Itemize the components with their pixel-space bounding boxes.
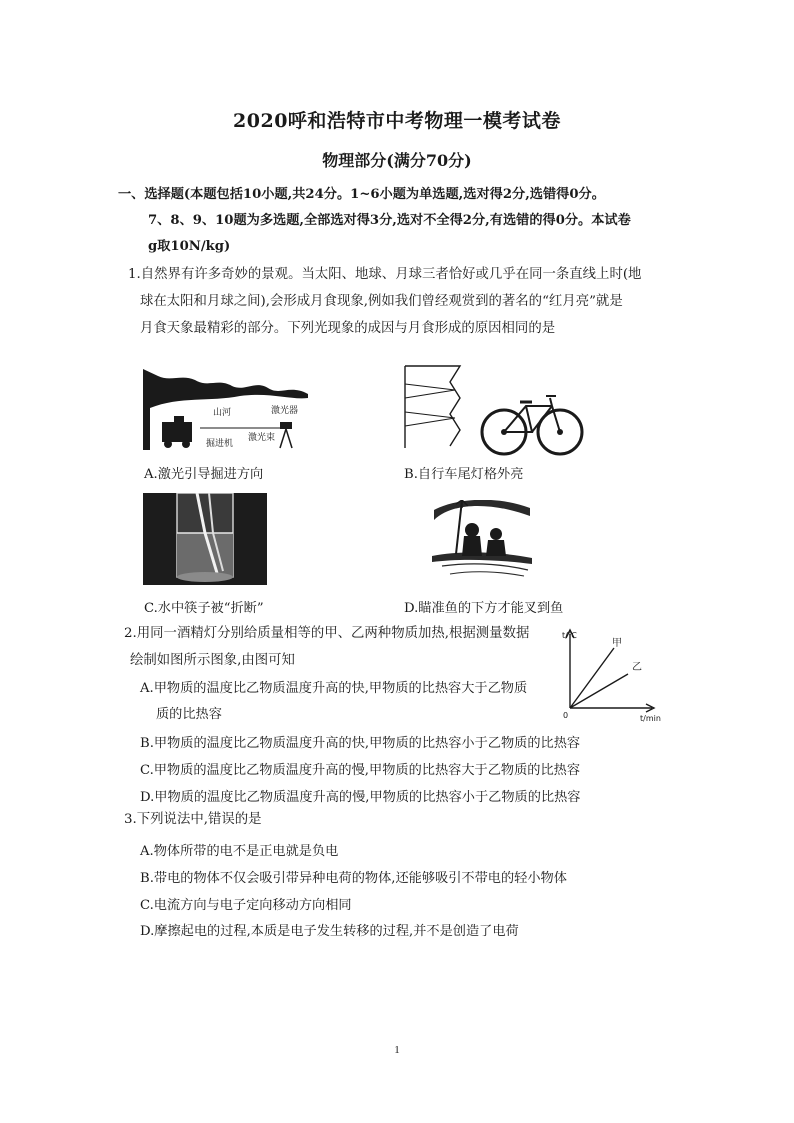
q3-option-d[interactable]: D.摩擦起电的过程,本质是电子发生转移的过程,并不是创造了电荷 — [140, 924, 519, 939]
q2-option-a-line-1[interactable]: A.甲物质的温度比乙物质温度升高的快,甲物质的比热容大于乙物质 — [140, 681, 528, 696]
figure-d-spearing-fish — [432, 500, 532, 580]
section-line-1: 一、选择题(本题包括10小题,共24分。1~6小题为单选题,选对得2分,选错得0分。 — [118, 187, 605, 202]
q1-line-1: 1.自然界有许多奇妙的景观。当太阳、地球、月球三者恰好或几乎在同一条直线上时(地 — [128, 267, 642, 282]
series-yi-line — [570, 674, 628, 708]
section-line-3: g取10N/kg) — [148, 239, 231, 254]
q1-option-d[interactable]: D.瞄准鱼的下方才能叉到鱼 — [404, 601, 564, 616]
q2-option-d[interactable]: D.甲物质的温度比乙物质温度升高的慢,甲物质的比热容小于乙物质的比热容 — [140, 790, 581, 805]
q1-line-2: 球在太阳和月球之间),会形成月食现象,例如我们曾经观赏到的著名的“红月亮”就是 — [140, 294, 623, 309]
label-beam: 激光束 — [248, 433, 276, 443]
graph-origin: 0 — [563, 711, 569, 720]
q3-option-c[interactable]: C.电流方向与电子定向移动方向相同 — [140, 898, 352, 913]
series-yi-label: 乙 — [632, 662, 642, 673]
label-laser: 激光器 — [271, 406, 299, 416]
graph-x-label: t/min — [640, 714, 661, 723]
q1-option-c[interactable]: C.水中筷子被“折断” — [144, 601, 264, 616]
q3-option-b[interactable]: B.带电的物体不仅会吸引带异种电荷的物体,还能够吸引不带电的轻小物体 — [140, 871, 567, 886]
paper-subtitle: 物理部分(满分70分) — [322, 151, 472, 170]
q2-option-a-line-2: 质的比热容 — [156, 707, 222, 722]
q1-option-b[interactable]: B.自行车尾灯格外亮 — [404, 467, 524, 482]
label-machine: 掘进机 — [206, 439, 234, 449]
q3-option-a[interactable]: A.物体所带的电不是正电就是负电 — [140, 844, 339, 859]
paper-title: 2020呼和浩特市中考物理一模考试卷 — [233, 110, 561, 132]
section-line-2: 7、8、9、10题为多选题,全部选对得3分,选对不全得2分,有选错的得0分。本试卷 — [148, 213, 631, 228]
q3-stem: 3.下列说法中,错误的是 — [124, 812, 262, 827]
figure-c-chopsticks-in-water — [143, 493, 267, 585]
section-instructions — [118, 182, 678, 260]
q2-line-1: 2.用同一酒精灯分别给质量相等的甲、乙两种物质加热,根据测量数据 — [124, 626, 530, 641]
graph-y-label: t/℃ — [562, 631, 577, 640]
q2-line-2: 绘制如图所示图象,由图可知 — [130, 653, 295, 668]
figure-b-bicycle-reflector — [400, 362, 586, 458]
q2-temperature-graph — [560, 624, 664, 724]
page-number: 1 — [394, 1044, 400, 1056]
figure-a-laser-tunnel — [140, 366, 310, 454]
series-jia-line — [570, 648, 614, 708]
q1-option-a[interactable]: A.激光引导掘进方向 — [144, 467, 264, 482]
series-jia-label: 甲 — [612, 638, 622, 649]
q2-option-b[interactable]: B.甲物质的温度比乙物质温度升高的快,甲物质的比热容小于乙物质的比热容 — [140, 736, 581, 751]
q2-option-c[interactable]: C.甲物质的温度比乙物质温度升高的慢,甲物质的比热容大于乙物质的比热容 — [140, 763, 581, 778]
q1-line-3: 月食天象最精彩的部分。下列光现象的成因与月食形成的原因相同的是 — [140, 321, 556, 336]
label-mountain: 山河 — [213, 408, 232, 418]
